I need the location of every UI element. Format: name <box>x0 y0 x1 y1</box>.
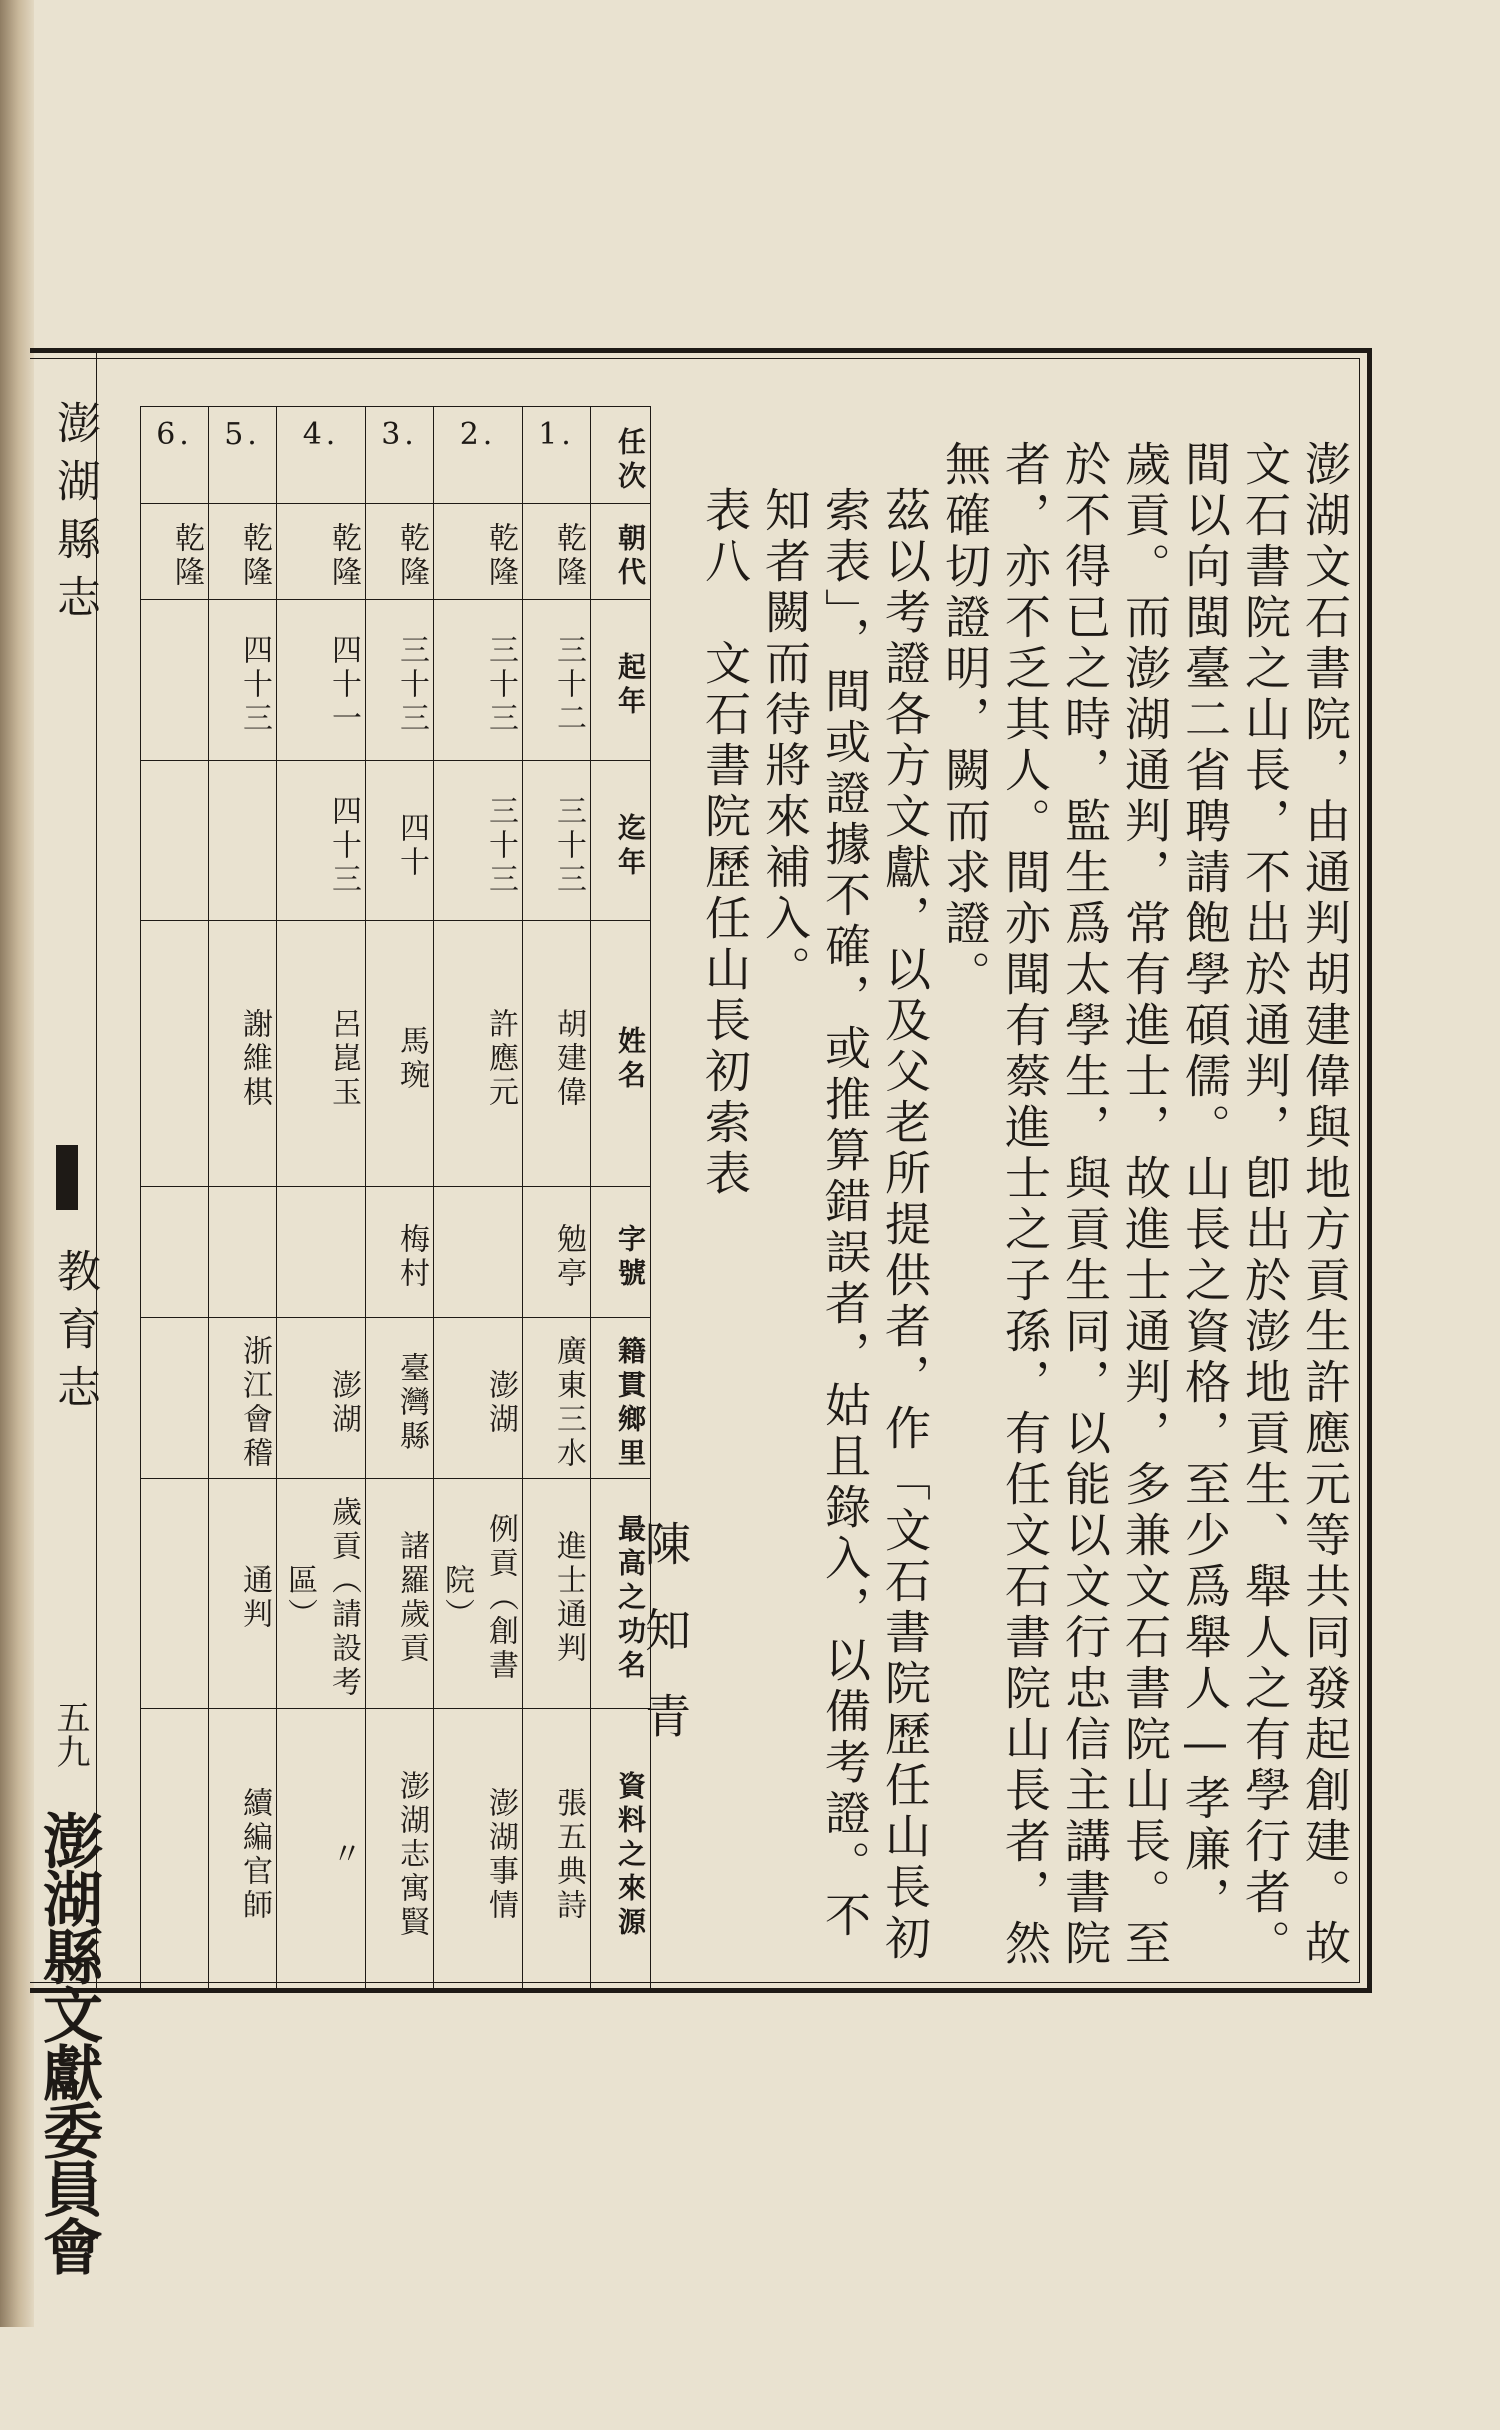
table-row <box>277 407 366 1992</box>
cell-start: 四十一 <box>277 600 366 761</box>
cell-native: 浙江會稽 <box>209 1318 277 1479</box>
cell-courtesy <box>434 1186 523 1318</box>
cell-name: 呂崑玉 <box>277 921 366 1186</box>
cell-start: 三十三 <box>366 600 434 761</box>
cell-order: 1. <box>523 407 591 504</box>
cell-order: 2. <box>434 407 523 504</box>
cell-order: 6. <box>141 407 209 504</box>
author: 陳知青 <box>638 1520 692 1778</box>
header-highest-rank: 最高之功名 <box>591 1478 651 1708</box>
table-row <box>523 407 591 1992</box>
publisher: 澎湖縣文獻委員會 <box>33 1810 103 2274</box>
cell-source: 續編官師 <box>209 1709 277 1992</box>
cell-start: 三十二 <box>523 600 591 761</box>
cell-rank <box>141 1478 209 1708</box>
cell-rank: 進士通判 <box>523 1478 591 1708</box>
table-row <box>209 407 277 1992</box>
cell-end: 三十三 <box>434 760 523 921</box>
mountain-chief-table <box>140 406 647 1992</box>
cell-name <box>141 921 209 1186</box>
cell-end: 四十 <box>366 760 434 921</box>
header-order: 任次 <box>591 407 651 504</box>
cell-rank: 通判 <box>209 1478 277 1708</box>
cell-dynasty: 乾隆 <box>209 503 277 600</box>
cell-start: 三十三 <box>434 600 523 761</box>
cell-end <box>141 760 209 921</box>
cell-courtesy <box>209 1186 277 1318</box>
paragraph-1: 澎湖文石書院，由通判胡建偉與地方貢生許應元等共同發起創建。故文石書院之山長，不出於通判，卽出於澎地貢生、舉人之有學行者。間以向閩臺二省聘請飽學碩儒。山長之資格，至少爲舉人—孝廉，歲貢。而澎湖通判，常有進士，故進士通判，多兼文石書院山長。至於不得已之時，監生爲太學生，與貢生同，以能以文行忠信主講書院者，亦不乏其人。間亦聞有蔡進士之子孫，有任文石書院山長者，然無確切證明，闕而求證。 <box>938 440 1352 1970</box>
cell-end: 四十三 <box>277 760 366 921</box>
page-number: 五九 <box>50 1700 90 1768</box>
cell-native: 澎湖 <box>277 1318 366 1479</box>
cell-dynasty: 乾隆 <box>434 503 523 600</box>
section-title: 教育志 <box>49 1248 100 1422</box>
cell-rank: 例貢（創書院） <box>434 1478 523 1708</box>
cell-name: 馬琬 <box>366 921 434 1186</box>
cell-dynasty: 乾隆 <box>366 503 434 600</box>
cell-start <box>141 600 209 761</box>
cell-source: 澎湖事情 <box>434 1709 523 1992</box>
table-row <box>366 407 434 1992</box>
cell-native <box>141 1318 209 1479</box>
cell-dynasty: 乾隆 <box>277 503 366 600</box>
cell-name: 許應元 <box>434 921 523 1186</box>
cell-source: 澎湖志寓賢 <box>366 1709 434 1992</box>
cell-native: 臺灣縣 <box>366 1318 434 1479</box>
cell-courtesy: 梅村 <box>366 1186 434 1318</box>
cell-name: 胡建偉 <box>523 921 591 1186</box>
cell-end <box>209 760 277 921</box>
book-title: 澎湖縣志 <box>49 400 100 632</box>
cell-rank: 諸羅歲貢 <box>366 1478 434 1708</box>
table-title: 表八 文石書院歷任山長初索表 <box>698 486 752 1200</box>
cell-end: 三十三 <box>523 760 591 921</box>
header-name: 姓名 <box>591 921 651 1186</box>
table-header-row <box>591 407 651 1992</box>
cell-source: 〃 <box>277 1709 366 1992</box>
cell-order: 5. <box>209 407 277 504</box>
cell-source <box>141 1709 209 1992</box>
header-start-year: 起年 <box>591 600 651 761</box>
cell-courtesy: 勉亭 <box>523 1186 591 1318</box>
cell-courtesy <box>141 1186 209 1318</box>
table-row <box>434 407 523 1992</box>
header-source: 資料之來源 <box>591 1709 651 1992</box>
cell-dynasty: 乾隆 <box>141 503 209 600</box>
cell-name: 謝維棋 <box>209 921 277 1186</box>
cell-courtesy <box>277 1186 366 1318</box>
header-courtesy: 字號 <box>591 1186 651 1318</box>
cell-dynasty: 乾隆 <box>523 503 591 600</box>
cell-rank: 歲貢（請設考區） <box>277 1478 366 1708</box>
margin-fishtail-mark <box>56 1145 78 1210</box>
paragraph-2: 茲以考證各方文獻，以及父老所提供者，作「文石書院歷任山長初索表」，間或證據不確，或推算錯誤者，姑且錄入，以備考證。不知者闕而待將來補入。 <box>758 486 932 1965</box>
margin-column <box>33 400 103 2274</box>
table-row <box>141 407 209 1992</box>
header-native-place: 籍貫鄉里 <box>591 1318 651 1479</box>
cell-order: 3. <box>366 407 434 504</box>
cell-source: 張五典詩 <box>523 1709 591 1992</box>
data-table <box>140 406 651 1992</box>
cell-order: 4. <box>277 407 366 504</box>
article-body <box>638 440 1355 1970</box>
header-end-year: 迄年 <box>591 760 651 921</box>
cell-native: 廣東三水 <box>523 1318 591 1479</box>
cell-start: 四十三 <box>209 600 277 761</box>
header-dynasty: 朝代 <box>591 503 651 600</box>
cell-native: 澎湖 <box>434 1318 523 1479</box>
